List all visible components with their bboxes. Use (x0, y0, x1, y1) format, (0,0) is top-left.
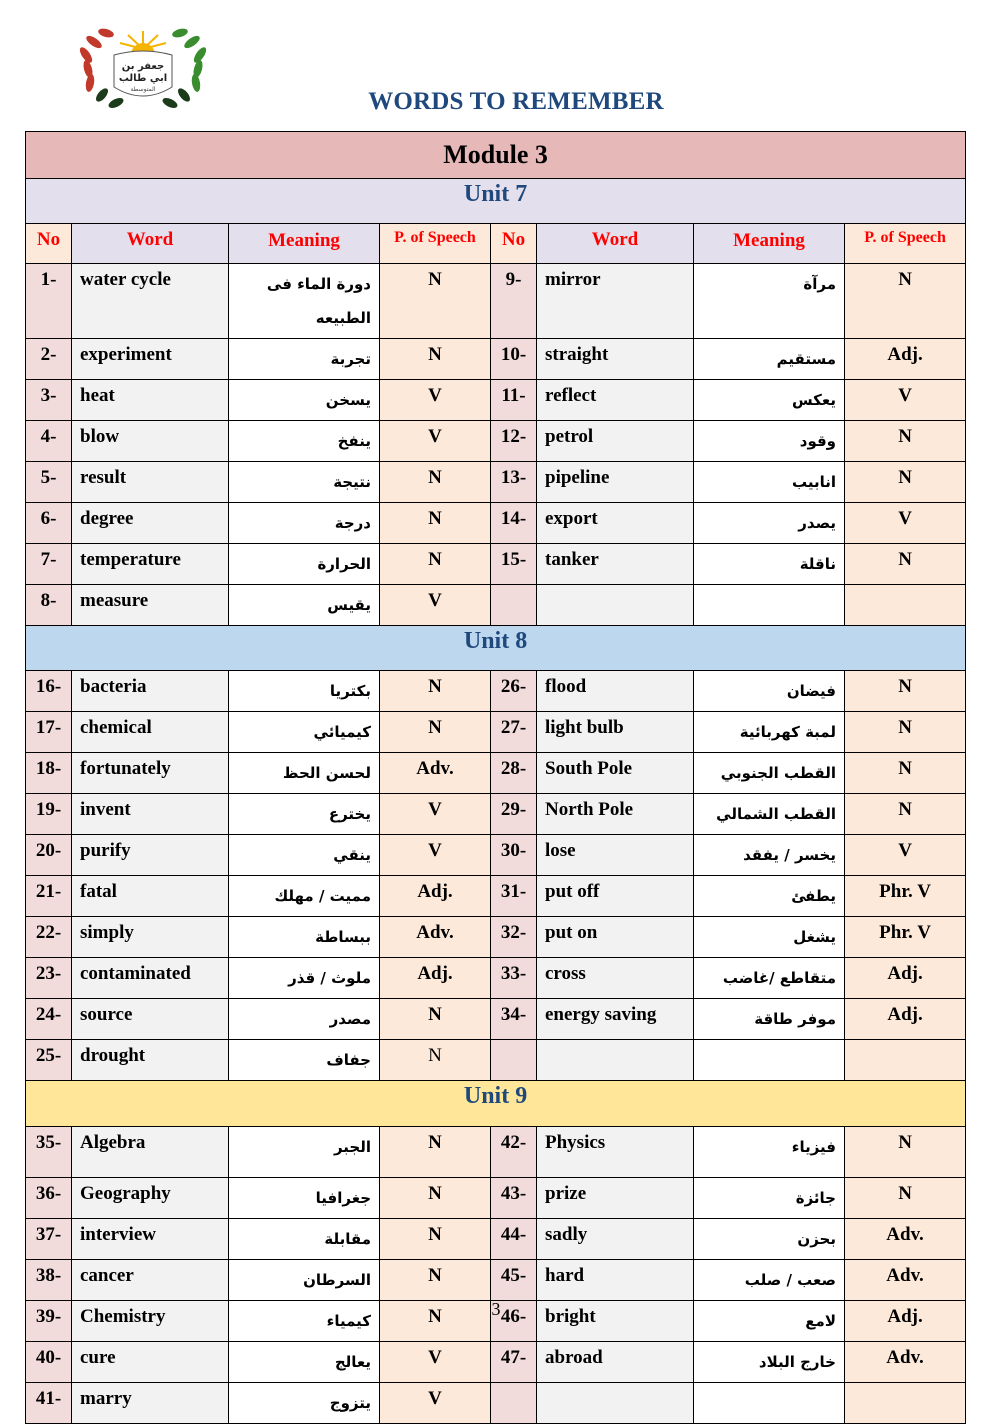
module-title: Module 3 (26, 132, 966, 179)
cell-meaning: درجة (229, 503, 380, 544)
cell-meaning: الحرارة (229, 544, 380, 585)
column-header-meaning: Meaning (694, 224, 845, 264)
cell-pos (845, 1040, 966, 1081)
page-title: WORDS TO REMEMBER (368, 88, 664, 115)
cell-pos: N (380, 999, 491, 1040)
table-row (26, 1383, 966, 1424)
column-header-pos: P. of Speech (380, 224, 491, 264)
table-row (26, 1342, 966, 1383)
cell-word: hard (537, 1260, 694, 1301)
cell-word: fortunately (72, 753, 229, 794)
cell-meaning (694, 585, 845, 626)
cell-meaning: يشغل (694, 917, 845, 958)
cell-meaning: صعب / صلب (694, 1260, 845, 1301)
cell-word: drought (72, 1040, 229, 1081)
unit-title: Unit 7 (26, 179, 966, 224)
cell-meaning: كيمياء (229, 1301, 380, 1342)
cell-word: temperature (72, 544, 229, 585)
table-row (26, 958, 966, 999)
cell-meaning: يعالج (229, 1342, 380, 1383)
cell-word: mirror (537, 264, 694, 339)
cell-meaning (694, 1383, 845, 1424)
cell-meaning: بحزن (694, 1219, 845, 1260)
table-row (26, 264, 966, 339)
cell-meaning: بكتريا (229, 671, 380, 712)
cell-no: 21- (26, 876, 72, 917)
cell-no: 23- (26, 958, 72, 999)
table-row (26, 712, 966, 753)
cell-no (491, 585, 537, 626)
cell-pos: V (380, 1342, 491, 1383)
cell-meaning: السرطان (229, 1260, 380, 1301)
cell-meaning: يخسر / يفقد (694, 835, 845, 876)
cell-no: 17- (26, 712, 72, 753)
cell-word: source (72, 999, 229, 1040)
cell-no: 30- (491, 835, 537, 876)
cell-pos: V (380, 794, 491, 835)
cell-pos: Adv. (845, 1260, 966, 1301)
cell-pos: N (845, 712, 966, 753)
cell-no: 10- (491, 339, 537, 380)
cell-word: Chemistry (72, 1301, 229, 1342)
cell-no: 8- (26, 585, 72, 626)
cell-word: experiment (72, 339, 229, 380)
cell-no: 37- (26, 1219, 72, 1260)
cell-no: 44- (491, 1219, 537, 1260)
cell-no: 18- (26, 753, 72, 794)
cell-word: put on (537, 917, 694, 958)
cell-no: 1- (26, 264, 72, 339)
cell-word: bright (537, 1301, 694, 1342)
cell-pos: N (845, 1178, 966, 1219)
cell-pos: Adj. (845, 999, 966, 1040)
column-header-no: No (26, 224, 72, 264)
table-row (26, 835, 966, 876)
cell-meaning: مقابلة (229, 1219, 380, 1260)
table-row (26, 585, 966, 626)
cell-meaning: فيزياء (694, 1127, 845, 1178)
cell-word: bacteria (72, 671, 229, 712)
table-row (26, 1260, 966, 1301)
cell-meaning: وقود (694, 421, 845, 462)
cell-no: 45- (491, 1260, 537, 1301)
column-header-word: Word (72, 224, 229, 264)
cell-no: 41- (26, 1383, 72, 1424)
column-header-no: No (491, 224, 537, 264)
table-row (26, 1219, 966, 1260)
cell-word: fatal (72, 876, 229, 917)
cell-meaning: يخترع (229, 794, 380, 835)
cell-no: 26- (491, 671, 537, 712)
cell-no: 40- (26, 1342, 72, 1383)
cell-word: interview (72, 1219, 229, 1260)
cell-word: Geography (72, 1178, 229, 1219)
cell-pos: N (380, 462, 491, 503)
cell-pos: N (380, 544, 491, 585)
cell-meaning: ملوث / قذر (229, 958, 380, 999)
cell-meaning: مصدر (229, 999, 380, 1040)
cell-pos: N (380, 712, 491, 753)
cell-meaning: لحسن الحظ (229, 753, 380, 794)
cell-word: purify (72, 835, 229, 876)
cell-word (537, 1383, 694, 1424)
cell-word: pipeline (537, 462, 694, 503)
column-header-row (26, 224, 966, 264)
cell-meaning: يتزوج (229, 1383, 380, 1424)
column-header-word: Word (537, 224, 694, 264)
cell-no: 14- (491, 503, 537, 544)
table-row (26, 794, 966, 835)
cell-word: marry (72, 1383, 229, 1424)
cell-meaning: ببساطة (229, 917, 380, 958)
cell-no: 36- (26, 1178, 72, 1219)
table-row (26, 544, 966, 585)
cell-word (537, 585, 694, 626)
cell-no: 16- (26, 671, 72, 712)
cell-no: 46- (491, 1301, 537, 1342)
cell-pos: Adv. (380, 917, 491, 958)
unit-title: Unit 8 (26, 626, 966, 671)
table-row (26, 1178, 966, 1219)
cell-no: 15- (491, 544, 537, 585)
cell-meaning: ينفخ (229, 421, 380, 462)
cell-word: blow (72, 421, 229, 462)
cell-word: abroad (537, 1342, 694, 1383)
table-row (26, 462, 966, 503)
cell-no: 3- (26, 380, 72, 421)
cell-no: 43- (491, 1178, 537, 1219)
cell-word: cross (537, 958, 694, 999)
cell-pos: V (380, 380, 491, 421)
cell-no: 5- (26, 462, 72, 503)
cell-no (491, 1040, 537, 1081)
cell-word: flood (537, 671, 694, 712)
cell-no: 33- (491, 958, 537, 999)
cell-pos: Adj. (845, 958, 966, 999)
cell-meaning: لمبة كهربائية (694, 712, 845, 753)
cell-pos: N (845, 671, 966, 712)
cell-pos: N (380, 264, 491, 339)
cell-no: 24- (26, 999, 72, 1040)
table-row (26, 503, 966, 544)
cell-pos: Phr. V (845, 876, 966, 917)
cell-pos (845, 1383, 966, 1424)
cell-pos: V (845, 835, 966, 876)
cell-meaning: ينقي (229, 835, 380, 876)
cell-no: 20- (26, 835, 72, 876)
cell-pos: Adj. (380, 876, 491, 917)
logo-text-line3: المتوسطة (130, 86, 156, 93)
cell-no: 47- (491, 1342, 537, 1383)
cell-no: 42- (491, 1127, 537, 1178)
cell-pos: N (380, 1260, 491, 1301)
unit-title: Unit 9 (26, 1081, 966, 1127)
cell-pos: Phr. V (845, 917, 966, 958)
cell-word: North Pole (537, 794, 694, 835)
cell-pos: N (380, 1219, 491, 1260)
cell-no: 12- (491, 421, 537, 462)
cell-no: 29- (491, 794, 537, 835)
cell-word: contaminated (72, 958, 229, 999)
cell-word: degree (72, 503, 229, 544)
logo-text-line1: جعفر بن (121, 61, 165, 72)
cell-pos: N (380, 1301, 491, 1342)
cell-word: reflect (537, 380, 694, 421)
table-row (26, 876, 966, 917)
cell-pos: Adj. (845, 1301, 966, 1342)
cell-word: light bulb (537, 712, 694, 753)
cell-meaning: يعكس (694, 380, 845, 421)
cell-word: South Pole (537, 753, 694, 794)
cell-pos: Adj. (380, 958, 491, 999)
column-header-pos: P. of Speech (845, 224, 966, 264)
cell-meaning: مميت / مهلك (229, 876, 380, 917)
cell-meaning: القطب الجنوبي (694, 753, 845, 794)
cell-no: 6- (26, 503, 72, 544)
logo-text-line2: ابي طالب (118, 73, 168, 84)
cell-meaning: نتيجة (229, 462, 380, 503)
cell-no: 22- (26, 917, 72, 958)
cell-no: 11- (491, 380, 537, 421)
cell-word: cure (72, 1342, 229, 1383)
cell-meaning: خارج البلاد (694, 1342, 845, 1383)
cell-word: tanker (537, 544, 694, 585)
cell-no (491, 1383, 537, 1424)
table-row (26, 671, 966, 712)
cell-no: 31- (491, 876, 537, 917)
table-row (26, 917, 966, 958)
cell-meaning: دورة الماء فى الطبيعه (229, 264, 380, 339)
table-row (26, 380, 966, 421)
cell-meaning: لامع (694, 1301, 845, 1342)
cell-word: Algebra (72, 1127, 229, 1178)
cell-meaning (694, 1040, 845, 1081)
cell-word: Physics (537, 1127, 694, 1178)
cell-pos: N (380, 339, 491, 380)
cell-no: 35- (26, 1127, 72, 1178)
cell-pos: Adv. (380, 753, 491, 794)
cell-word: water cycle (72, 264, 229, 339)
cell-word: lose (537, 835, 694, 876)
table-row (26, 999, 966, 1040)
cell-no: 7- (26, 544, 72, 585)
cell-meaning: ناقلة (694, 544, 845, 585)
cell-word: cancer (72, 1260, 229, 1301)
cell-meaning: انابيب (694, 462, 845, 503)
cell-word: simply (72, 917, 229, 958)
cell-no: 9- (491, 264, 537, 339)
cell-no: 38- (26, 1260, 72, 1301)
cell-pos: Adv. (845, 1219, 966, 1260)
cell-word: invent (72, 794, 229, 835)
page-number: 3 (491, 1299, 501, 1319)
vocabulary-table (25, 131, 966, 1424)
cell-pos: Adv. (845, 1342, 966, 1383)
cell-pos: N (845, 264, 966, 339)
cell-no: 27- (491, 712, 537, 753)
cell-meaning: يسخن (229, 380, 380, 421)
cell-word: energy saving (537, 999, 694, 1040)
cell-pos: N (380, 503, 491, 544)
cell-meaning: موفر طاقة (694, 999, 845, 1040)
cell-pos: N (845, 1127, 966, 1178)
cell-pos: N (845, 794, 966, 835)
cell-pos: N (845, 462, 966, 503)
cell-word: measure (72, 585, 229, 626)
cell-no: 4- (26, 421, 72, 462)
cell-word: sadly (537, 1219, 694, 1260)
cell-meaning: مرآة (694, 264, 845, 339)
cell-meaning: تجربة (229, 339, 380, 380)
cell-pos: N (845, 753, 966, 794)
cell-pos: V (845, 503, 966, 544)
cell-pos: V (380, 585, 491, 626)
cell-pos: N (845, 544, 966, 585)
cell-meaning: جغرافيا (229, 1178, 380, 1219)
cell-pos: V (380, 421, 491, 462)
cell-word (537, 1040, 694, 1081)
cell-meaning: جائزة (694, 1178, 845, 1219)
cell-meaning: يقيس (229, 585, 380, 626)
cell-no: 39- (26, 1301, 72, 1342)
cell-word: straight (537, 339, 694, 380)
cell-meaning: يطفئ (694, 876, 845, 917)
cell-pos (845, 585, 966, 626)
cell-no: 34- (491, 999, 537, 1040)
cell-word: chemical (72, 712, 229, 753)
cell-no: 32- (491, 917, 537, 958)
cell-pos: N (380, 1178, 491, 1219)
cell-pos: N (380, 1127, 491, 1178)
cell-word: heat (72, 380, 229, 421)
cell-no: 25- (26, 1040, 72, 1081)
cell-word: export (537, 503, 694, 544)
cell-word: result (72, 462, 229, 503)
cell-meaning: القطب الشمالي (694, 794, 845, 835)
cell-no: 19- (26, 794, 72, 835)
cell-meaning: فيضان (694, 671, 845, 712)
cell-pos: N (380, 1040, 491, 1081)
cell-meaning: يصدر (694, 503, 845, 544)
cell-word: petrol (537, 421, 694, 462)
cell-no: 13- (491, 462, 537, 503)
cell-meaning: كيميائي (229, 712, 380, 753)
cell-word: put off (537, 876, 694, 917)
table-row (26, 753, 966, 794)
cell-pos: V (380, 1383, 491, 1424)
cell-pos: Adj. (845, 339, 966, 380)
cell-pos: V (845, 380, 966, 421)
cell-pos: N (845, 421, 966, 462)
table-row (26, 421, 966, 462)
cell-no: 2- (26, 339, 72, 380)
cell-meaning: الجبر (229, 1127, 380, 1178)
cell-meaning: متقاطع /غاضب (694, 958, 845, 999)
cell-meaning: مستقيم (694, 339, 845, 380)
cell-pos: V (380, 835, 491, 876)
cell-word: prize (537, 1178, 694, 1219)
table-row (26, 1040, 966, 1081)
table-row (26, 339, 966, 380)
column-header-meaning: Meaning (229, 224, 380, 264)
cell-pos: N (380, 671, 491, 712)
table-row (26, 1127, 966, 1178)
cell-no: 28- (491, 753, 537, 794)
cell-meaning: جفاف (229, 1040, 380, 1081)
